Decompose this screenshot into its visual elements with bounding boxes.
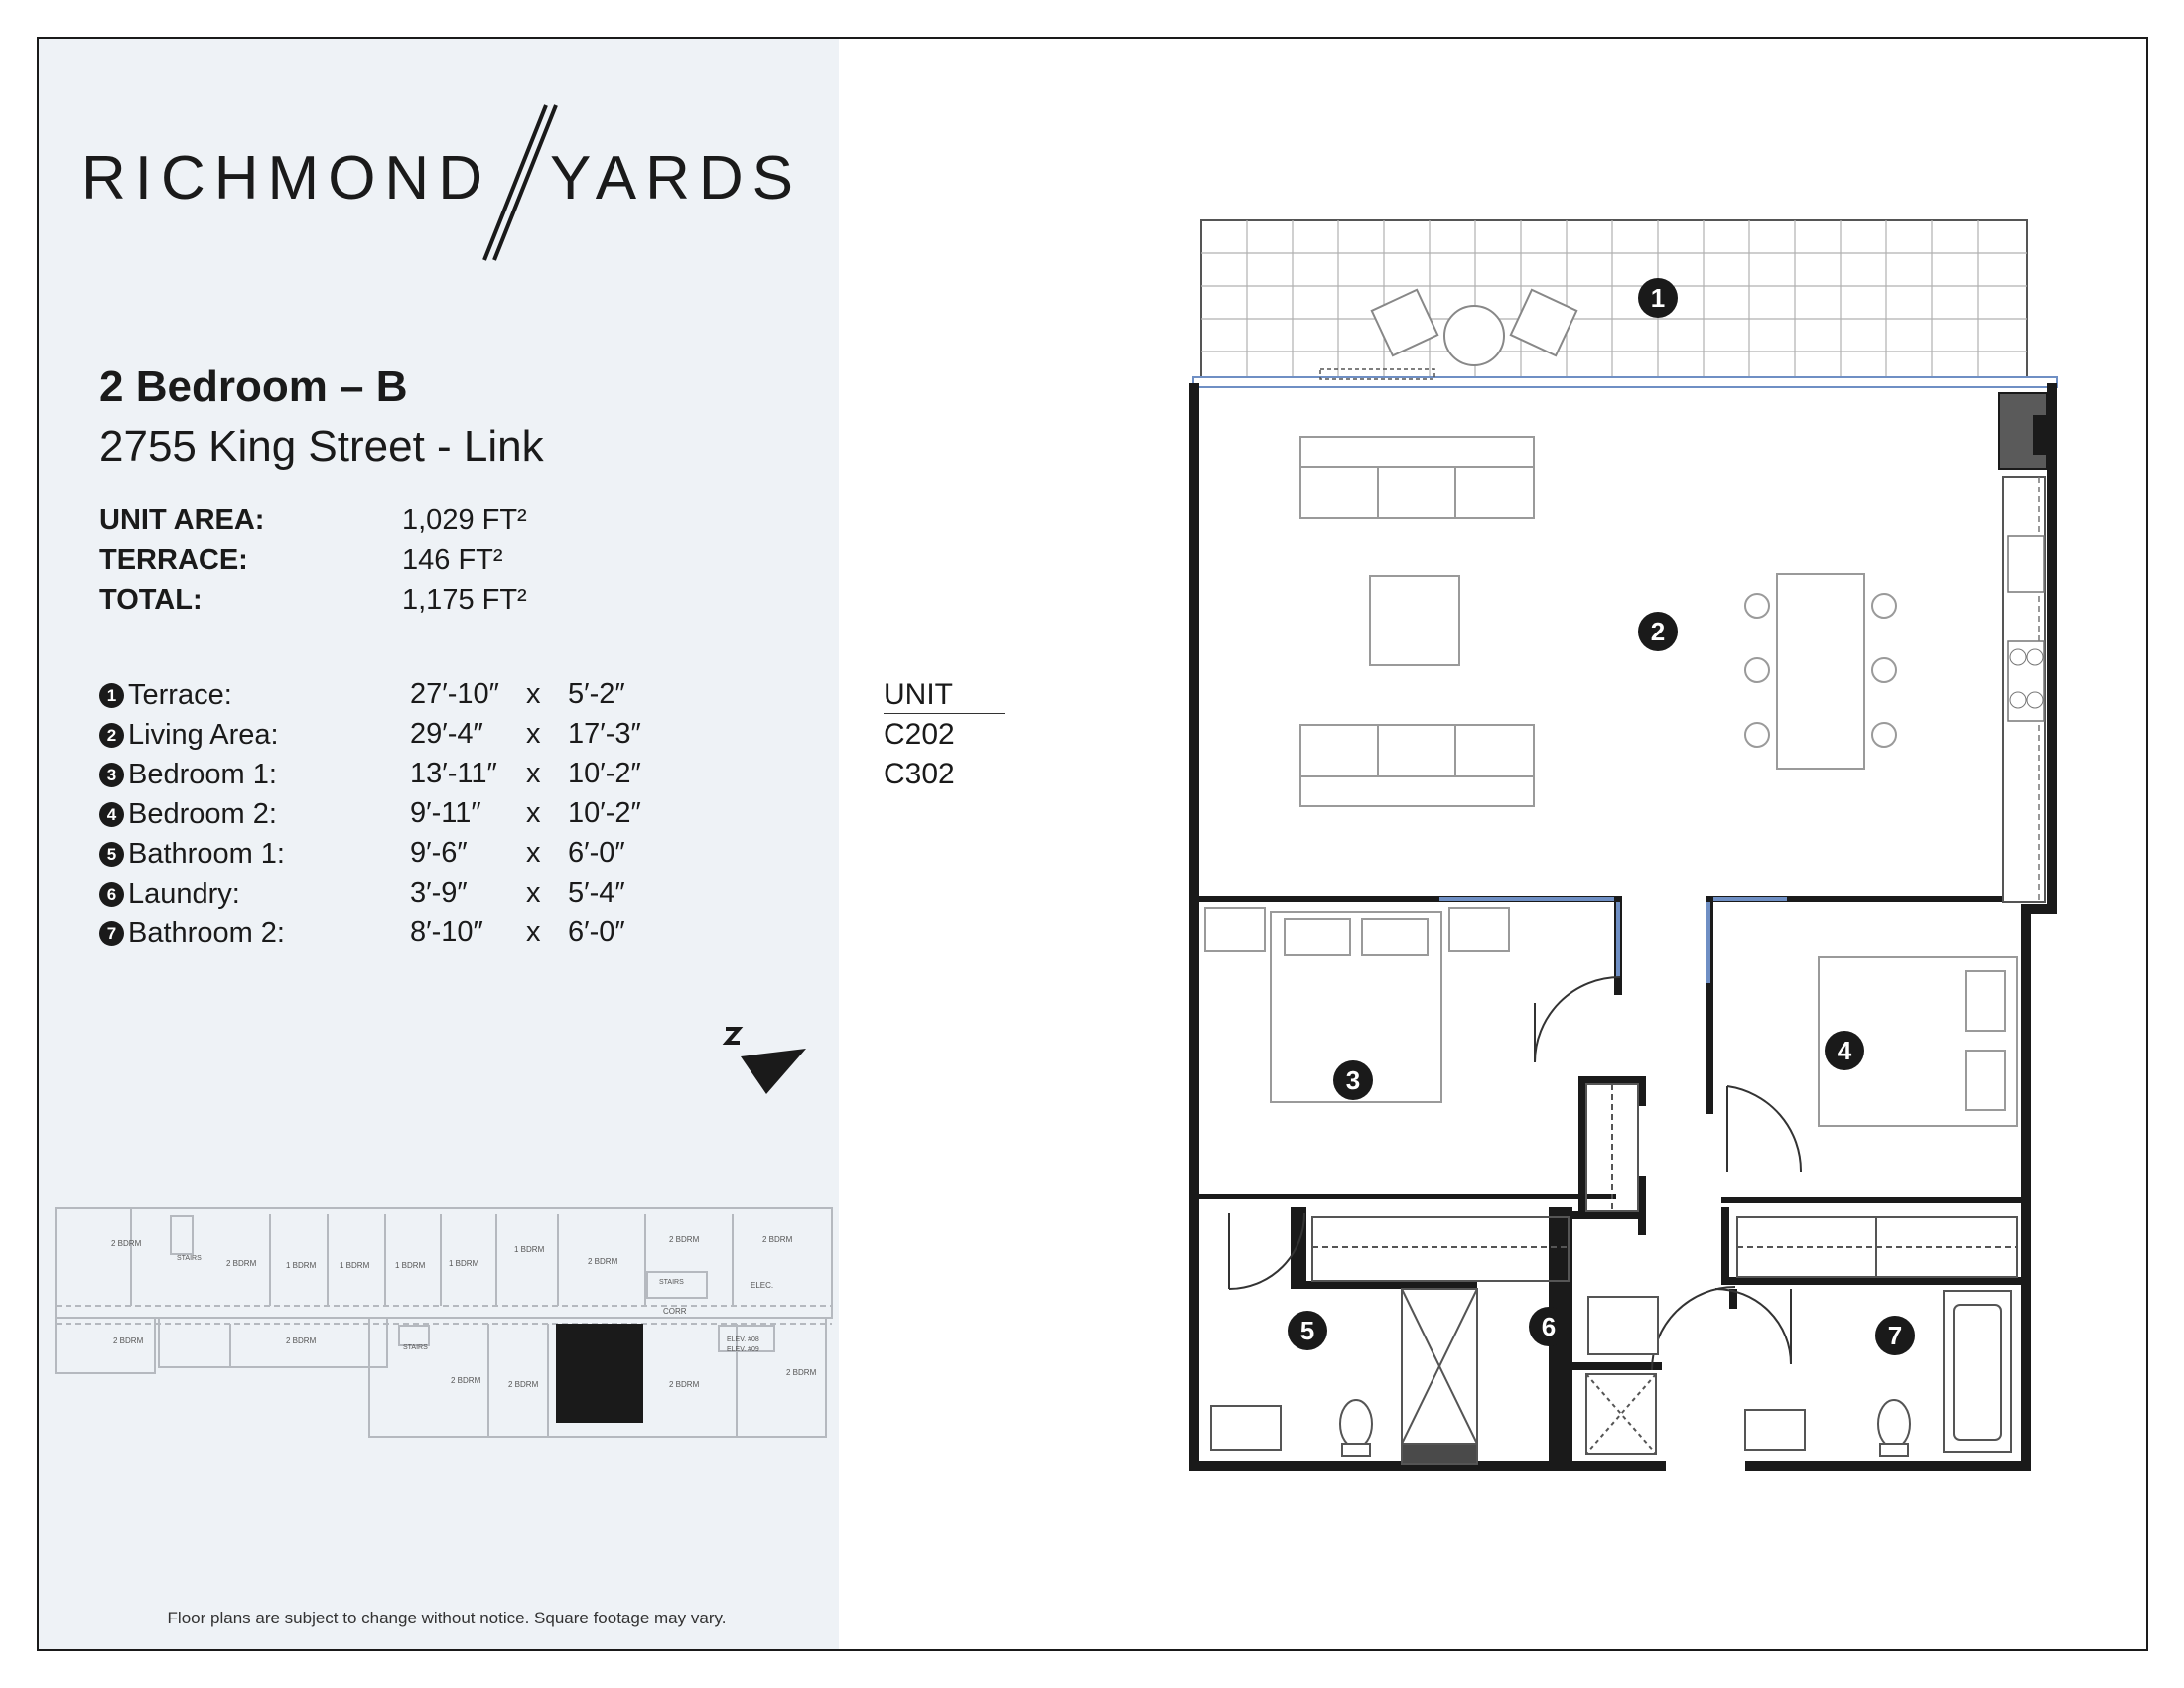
unit-address: 2755 King Street - Link — [99, 422, 544, 471]
room-name: Bathroom 1: — [128, 837, 285, 870]
room-name: Bedroom 2: — [128, 797, 277, 830]
room-number-badge: 3 — [99, 763, 124, 787]
room-dim-separator: x — [526, 877, 541, 909]
living-furniture — [1300, 437, 1896, 806]
area-label: TERRACE: — [99, 544, 248, 576]
room-depth: 10′-2″ — [568, 797, 641, 829]
keyplan-label: 2 BDRM — [669, 1235, 700, 1244]
room-number-badge: 6 — [99, 882, 124, 907]
room-marker-4 — [1825, 1031, 1864, 1070]
room-marker-label: 1 — [1650, 283, 1666, 313]
keyplan-label: 1 BDRM — [449, 1259, 479, 1268]
room-width: 29′-4″ — [410, 718, 483, 750]
keyplan-label: 1 BDRM — [395, 1261, 426, 1270]
room-row-bathroom-2 — [99, 916, 625, 950]
disclaimer-note: Floor plans are subject to change without notice. Square footage may vary. — [167, 1609, 727, 1627]
room-marker-3 — [1333, 1060, 1373, 1100]
room-number-badge: 1 — [99, 683, 124, 708]
room-number-badge: 7 — [99, 921, 124, 946]
unit-list-header: UNIT — [884, 678, 1005, 714]
keyplan-label: STAIRS — [177, 1255, 202, 1262]
keyplan-label: 2 BDRM — [762, 1235, 793, 1244]
room-name: Terrace: — [128, 678, 232, 711]
brand-logo — [81, 139, 803, 258]
room-width: 8′-10″ — [410, 916, 483, 948]
keyplan-label: 2 BDRM — [588, 1257, 618, 1266]
room-marker-1 — [1638, 278, 1678, 318]
area-label: TOTAL: — [99, 584, 203, 616]
room-width: 9′-6″ — [410, 837, 468, 869]
room-width: 13′-11″ — [410, 758, 497, 789]
room-dim-separator: x — [526, 797, 541, 829]
unit-number: C202 — [884, 718, 955, 751]
room-depth: 17′-3″ — [568, 718, 641, 750]
room-name: Bedroom 1: — [128, 758, 277, 790]
room-dim-separator: x — [526, 678, 541, 710]
keyplan-label: 1 BDRM — [514, 1245, 545, 1254]
room-dim-separator: x — [526, 758, 541, 789]
room-row-bedroom-1 — [99, 758, 641, 791]
bathroom-2-fixtures — [1745, 1291, 2011, 1456]
room-marker-label: 4 — [1837, 1036, 1852, 1065]
keyplan-label: STAIRS — [659, 1279, 684, 1286]
brand-name-right: YARDS — [550, 144, 803, 212]
keyplan-label: 2 BDRM — [286, 1336, 317, 1345]
building-key-plan — [52, 1196, 836, 1445]
room-marker-6 — [1529, 1307, 1569, 1346]
room-row-bathroom-1 — [99, 837, 625, 871]
room-row-bedroom-2 — [99, 797, 641, 831]
laundry-fixtures — [1586, 1297, 1658, 1454]
keyplan-label: ELEV. #09 — [727, 1346, 759, 1353]
selected-unit-highlight — [556, 1324, 643, 1423]
room-marker-7 — [1875, 1316, 1915, 1355]
unit-floor-plan — [1171, 209, 2065, 1499]
area-value: 146 FT² — [402, 544, 503, 576]
keyplan-label: 2 BDRM — [226, 1259, 257, 1268]
room-dim-separator: x — [526, 718, 541, 750]
room-row-living — [99, 718, 641, 752]
area-value: 1,175 FT² — [402, 584, 527, 616]
room-name: Bathroom 2: — [128, 916, 285, 949]
room-dim-separator: x — [526, 916, 541, 948]
keyplan-label: ELEV. #08 — [727, 1336, 759, 1343]
keyplan-label: 2 BDRM — [451, 1376, 481, 1385]
unit-type-title: 2 Bedroom – B — [99, 362, 408, 411]
room-depth: 10′-2″ — [568, 758, 641, 789]
room-number-badge: 4 — [99, 802, 124, 827]
keyplan-label: ELEC. — [751, 1281, 774, 1290]
room-name: Living Area: — [128, 718, 279, 751]
keyplan-label: 2 BDRM — [669, 1380, 700, 1389]
keyplan-label: 1 BDRM — [286, 1261, 317, 1270]
keyplan-label: 2 BDRM — [786, 1368, 817, 1377]
keyplan-label: STAIRS — [403, 1344, 428, 1351]
keyplan-label: 1 BDRM — [340, 1261, 370, 1270]
area-label: UNIT AREA: — [99, 504, 265, 536]
room-row-laundry — [99, 877, 625, 911]
room-width: 9′-11″ — [410, 797, 481, 829]
room-number-badge: 2 — [99, 723, 124, 748]
keyplan-label: 2 BDRM — [508, 1380, 539, 1389]
keyplan-label: 2 BDRM — [113, 1336, 144, 1345]
cooktop-icon — [2008, 641, 2044, 721]
unit-number: C302 — [884, 758, 955, 790]
room-width: 27′-10″ — [410, 678, 499, 710]
room-number-badge: 5 — [99, 842, 124, 867]
room-row-terrace — [99, 678, 625, 712]
room-dim-separator: x — [526, 837, 541, 869]
room-marker-label: 2 — [1650, 617, 1666, 646]
room-marker-5 — [1288, 1311, 1327, 1350]
room-name: Laundry: — [128, 877, 240, 910]
room-marker-label: 6 — [1541, 1312, 1557, 1341]
room-depth: 6′-0″ — [568, 837, 625, 869]
room-marker-label: 7 — [1887, 1321, 1903, 1350]
room-depth: 5′-4″ — [568, 877, 625, 909]
room-marker-2 — [1638, 612, 1678, 651]
kitchen-counter — [1999, 393, 2053, 902]
room-width: 3′-9″ — [410, 877, 468, 909]
room-depth: 6′-0″ — [568, 916, 625, 948]
room-depth: 5′-2″ — [568, 678, 625, 710]
brand-name-left: RICHMOND — [81, 144, 491, 212]
north-arrow-icon — [721, 1009, 810, 1098]
bathroom-1-fixtures — [1211, 1289, 1477, 1464]
keyplan-label: CORR — [663, 1307, 687, 1316]
room-marker-label: 3 — [1345, 1065, 1361, 1095]
room-marker-label: 5 — [1299, 1316, 1315, 1345]
logo-double-slash-icon — [478, 99, 558, 268]
keyplan-label: 2 BDRM — [111, 1239, 142, 1248]
terrace-area — [1201, 220, 2027, 381]
kitchen-sink-icon — [2008, 536, 2044, 592]
area-value: 1,029 FT² — [402, 504, 527, 536]
